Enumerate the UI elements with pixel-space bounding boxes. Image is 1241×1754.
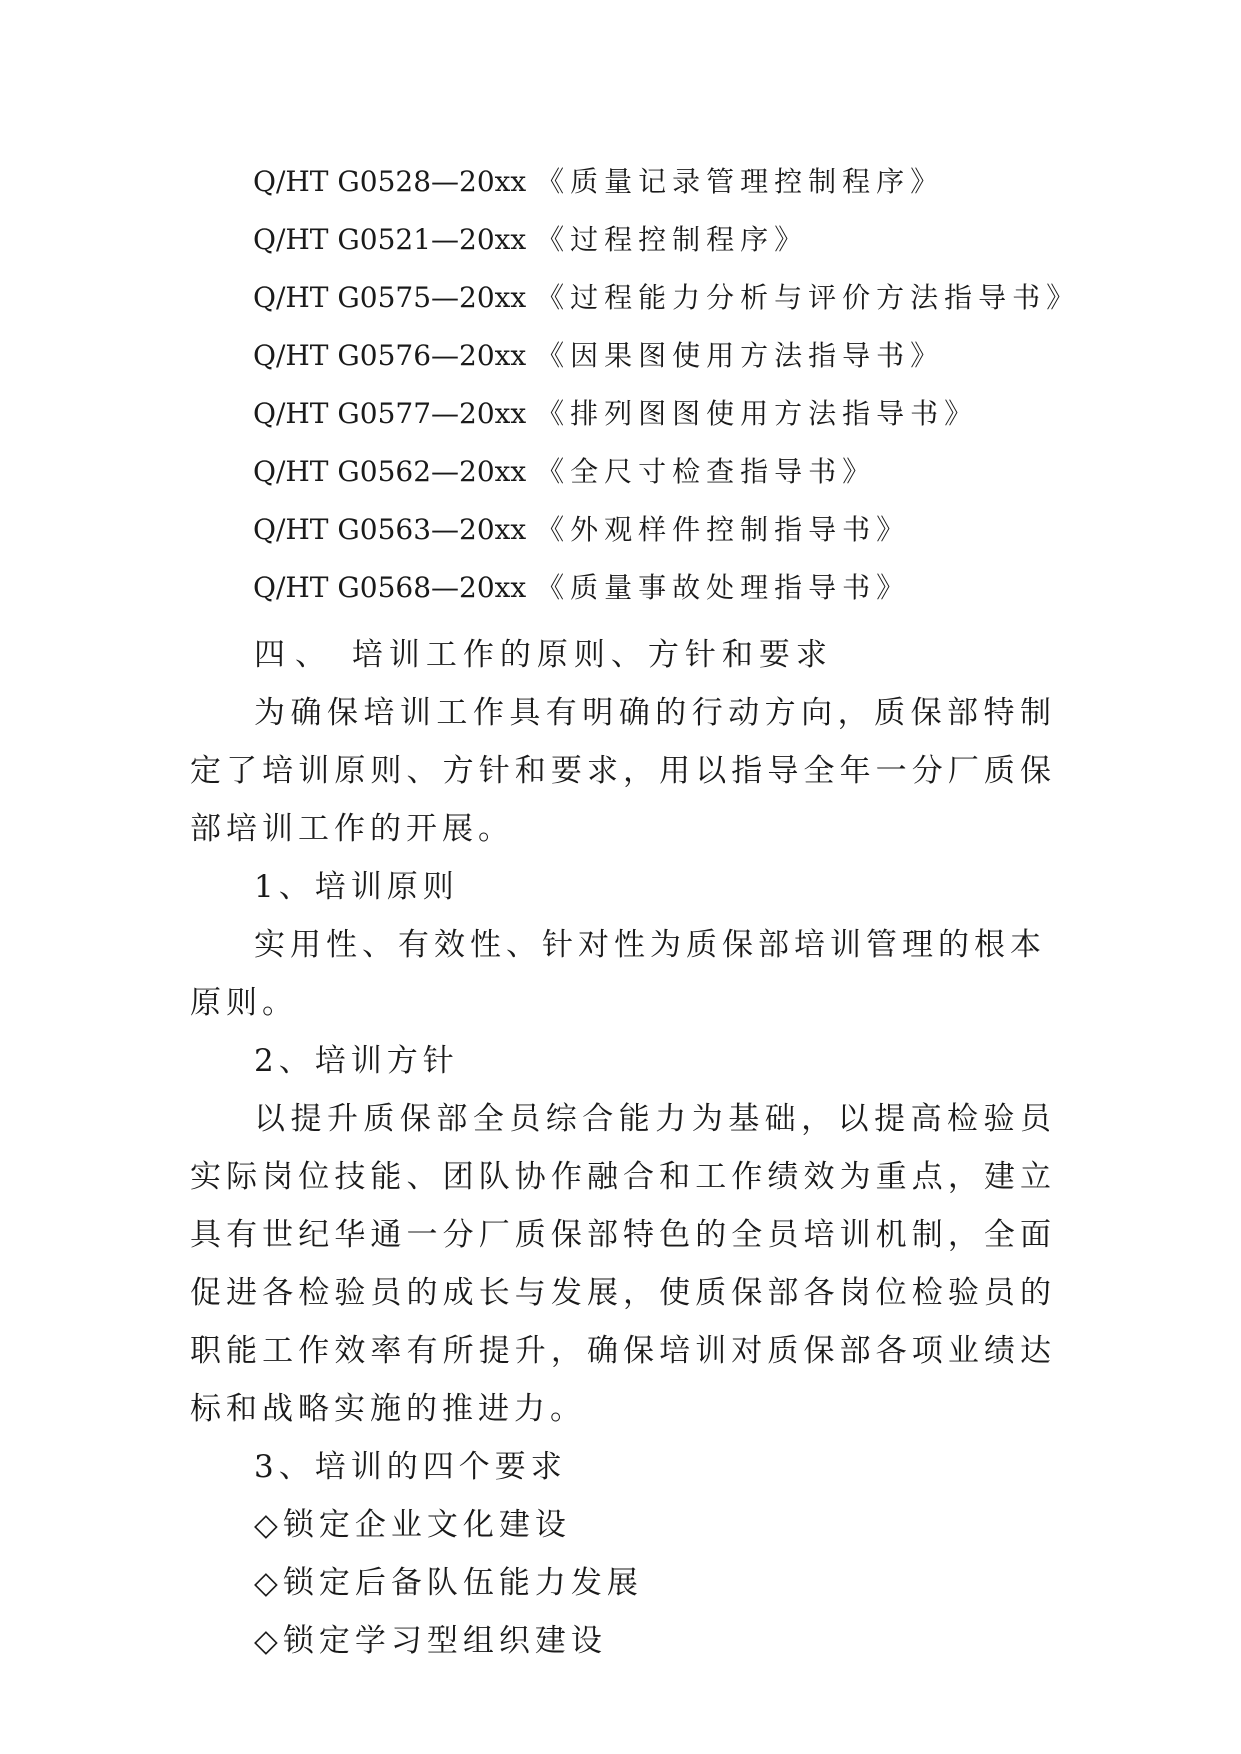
standard-code: Q/HT G0528—20xx [253,165,527,198]
standard-code: Q/HT G0568—20xx [253,571,527,604]
standard-item [253,450,1080,508]
standard-code: Q/HT G0563—20xx [253,513,527,546]
requirement-item: ◇锁定学习型组织建设 [254,1623,607,1659]
section-intro-paragraph: 为确保培训工作具有明确的行动方向，质保部特制定了培训原则、方针和要求，用以指导全年一分厂质保部培训工作的开展。 [190,695,1056,847]
section-heading [190,626,1056,684]
standard-code: Q/HT G0575—20xx [253,281,527,314]
requirements-heading: 3、培训的四个要求 [254,1449,567,1485]
standard-title: 《外观样件控制指导书》 [536,513,911,546]
standard-title: 《全尺寸检查指导书》 [536,455,877,488]
standard-code: Q/HT G0521—20xx [253,223,527,256]
section-title: 培训工作的原则、方针和要求 [351,637,833,673]
standard-code: Q/HT G0562—20xx [253,455,527,488]
standards-list [253,160,1080,624]
standard-title: 《过程控制程序》 [536,223,809,256]
standard-code: Q/HT G0577—20xx [253,397,527,430]
standard-item [253,334,1080,392]
standard-title: 《排列图图使用方法指导书》 [536,397,979,430]
standard-item [253,392,1080,450]
standard-title: 《过程能力分析与评价方法指导书》 [536,281,1081,314]
requirement-item: ◇锁定企业文化建设 [254,1507,571,1543]
principle-heading: 1、培训原则 [254,869,459,905]
standard-title: 《质量事故处理指导书》 [536,571,911,604]
standard-item [253,218,1080,276]
standard-item [253,160,1080,218]
standard-title: 《因果图使用方法指导书》 [536,339,945,372]
standard-item [253,276,1080,334]
standard-item [253,508,1080,566]
section-number: 四、 [254,637,336,673]
standard-code: Q/HT G0576—20xx [253,339,527,372]
principle-text: 实用性、有效性、针对性为质保部培训管理的根本原则。 [190,927,1046,1021]
policy-heading: 2、培训方针 [254,1043,459,1079]
standard-title: 《质量记录管理控制程序》 [536,165,945,198]
standard-item [253,566,1080,624]
document-body [190,626,1056,1670]
requirement-item: ◇锁定后备队伍能力发展 [254,1565,643,1601]
policy-text: 以提升质保部全员综合能力为基础，以提高检验员实际岗位技能、团队协作融合和工作绩效为重点，建立具有世纪华通一分厂质保部特色的全员培训机制，全面促进各检验员的成长与发展，使质保部各岗位检验员的职能工作效率有所提升，确保培训对质保部各项业绩达标和战略实施的推进力。 [190,1101,1056,1427]
